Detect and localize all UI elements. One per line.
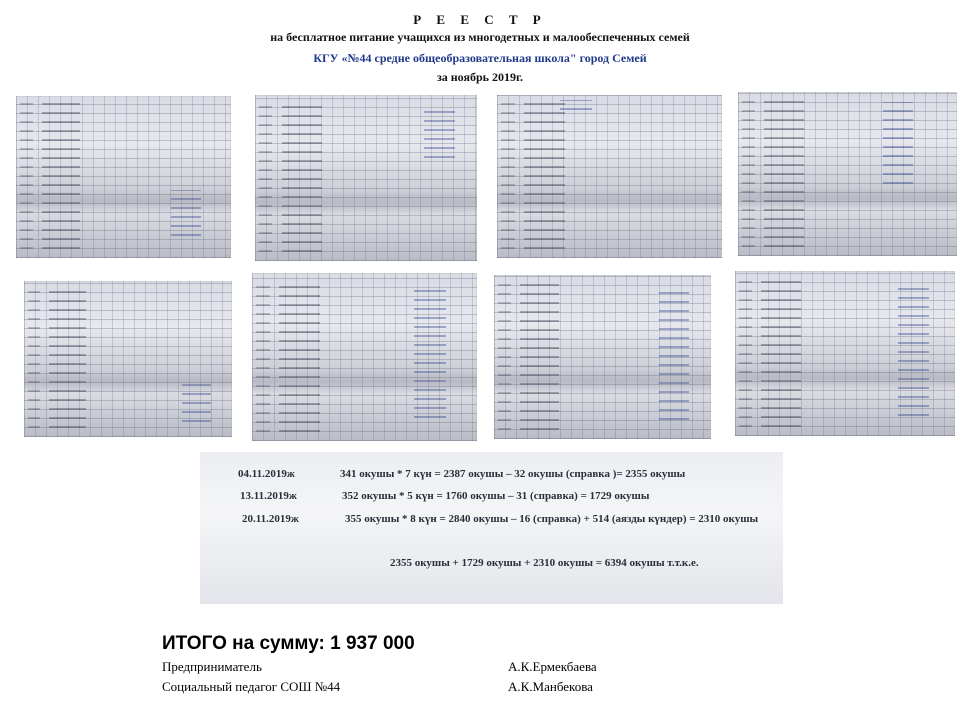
signatory-role-2: Социальный педагог СОШ №44 <box>162 679 341 694</box>
calc-summary: 2355 окушы + 1729 окушы + 2310 окушы = 6394 окушы т.т.к.е. <box>390 557 699 569</box>
report-period: за ноябрь 2019г. <box>436 70 524 84</box>
attendance-sheet-photo <box>738 92 957 256</box>
school-name: КГУ «№44 средне общеобразовательная школа" город Семей <box>313 51 647 65</box>
attendance-sheet-photo <box>497 95 722 258</box>
attendance-sheet-photo <box>16 96 231 258</box>
document-title: Р Е Е С Т Р <box>413 12 547 27</box>
calc-line-2: 352 окушы * 5 күн = 1760 окушы – 31 (справка) = 1729 окушы <box>342 490 650 502</box>
attendance-sheet-photo <box>255 95 477 261</box>
attendance-sheet-photo <box>24 281 232 437</box>
attendance-sheet-photo <box>735 271 955 436</box>
calc-line-1: 341 окушы * 7 күн = 2387 окушы – 32 окушы (справка )= 2355 окушы <box>340 468 686 480</box>
calc-date-1: 04.11.2019ж <box>238 468 295 480</box>
total-amount: 1 937 000 <box>330 633 415 654</box>
document-subtitle: на бесплатное питание учащихся из многодетных и малообеспеченных семей <box>270 30 690 44</box>
calculation-photo <box>200 452 783 604</box>
signatory-role-1: Предприниматель <box>162 659 262 674</box>
attendance-sheet-photo <box>494 275 711 439</box>
calc-date-2: 13.11.2019ж <box>240 490 297 502</box>
signatory-name-2: А.К.Манбекова <box>508 679 593 694</box>
calc-date-3: 20.11.2019ж <box>242 513 299 525</box>
total-sum <box>162 633 415 655</box>
total-label: ИТОГО на сумму: <box>162 633 325 654</box>
calc-line-3: 355 окушы * 8 күн = 2840 окушы – 16 (справка) + 514 (аязды күндер) = 2310 окушы <box>345 513 759 525</box>
attendance-sheet-photo <box>252 273 477 441</box>
signatory-name-1: А.К.Ермекбаева <box>508 659 597 674</box>
